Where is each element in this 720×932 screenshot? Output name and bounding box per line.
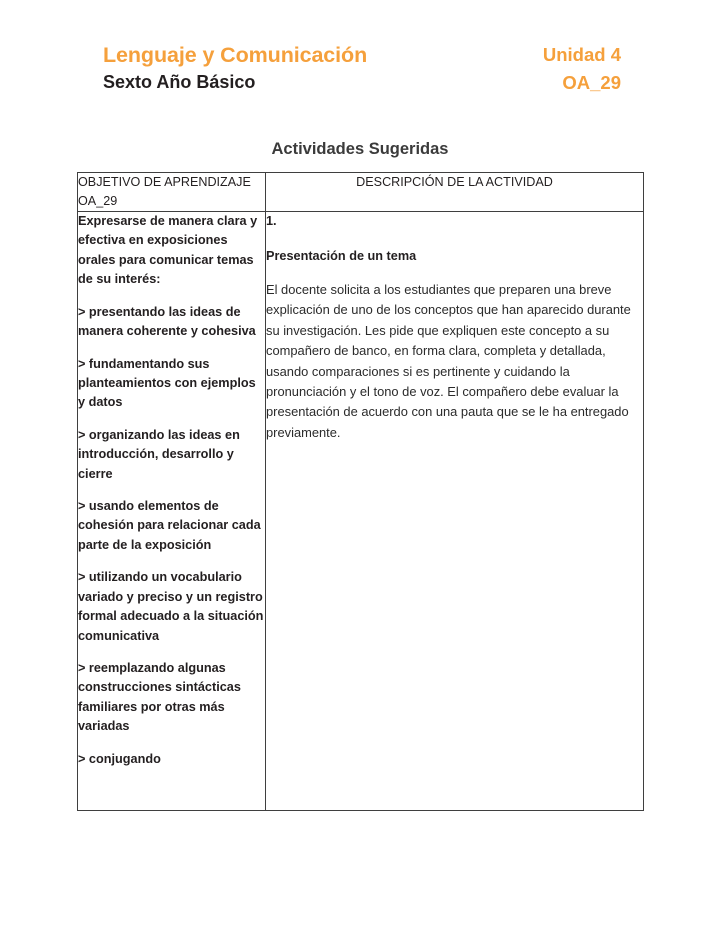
objective-bullet: > presentando las ideas de manera coherente y cohesiva: [78, 304, 256, 339]
section-title: Actividades Sugeridas: [271, 140, 449, 158]
activities-table: [77, 172, 644, 811]
objective-cell: [78, 212, 266, 811]
objective-bullet: > usando elementos de cohesión para relacionar cada parte de la exposición: [78, 499, 261, 552]
header-right-block: [543, 42, 621, 95]
table-row: [78, 212, 644, 811]
subject-title: Lenguaje y Comunicación: [103, 43, 368, 67]
activity-number: 1.: [266, 214, 277, 228]
objective-bullet: > organizando las ideas en introducción, desarrollo y cierre: [78, 427, 240, 481]
unit-label: Unidad 4: [542, 44, 621, 65]
objective-bullet: > utilizando un vocabulario variado y preciso y un registro formal adecuado a la situación comunicativa: [78, 570, 264, 643]
activity-body: El docente solicita a los estudiantes que preparen una breve explicación de uno de los conceptos que han aparecido durante su investigación. Les pide que expliquen este concepto a su compañero de banco, en forma clara, completa y detallada, usando comparaciones si es pertinente y cuidando la pronunciación y el tono de voz. El compañero debe evaluar la presentación de acuerdo con una pauta que se le ha entregado previamente.: [266, 282, 631, 440]
objective-bullet: > conjugando: [78, 751, 161, 766]
header-left-block: [103, 42, 367, 94]
grade-title: Sexto Año Básico: [103, 71, 256, 92]
objective-intro: Expresarse de manera clara y efectiva en exposiciones orales para comunicar temas de su interés:: [78, 214, 258, 287]
header-objective: OBJETIVO DE APRENDIZAJE OA_29: [78, 173, 266, 212]
activity-subtitle: Presentación de un tema: [266, 249, 417, 264]
table-header-row: [78, 173, 644, 212]
objective-bullet: > fundamentando sus planteamientos con ejemplos y datos: [78, 356, 256, 410]
header-description: DESCRIPCIÓN DE LA ACTIVIDAD: [266, 173, 644, 212]
objective-bullet: > reemplazando algunas construcciones sintácticas familiares por otras más variadas: [78, 661, 241, 734]
oa-code-label: OA_29: [562, 71, 621, 93]
document-header: [103, 42, 621, 95]
description-cell: [266, 212, 644, 811]
